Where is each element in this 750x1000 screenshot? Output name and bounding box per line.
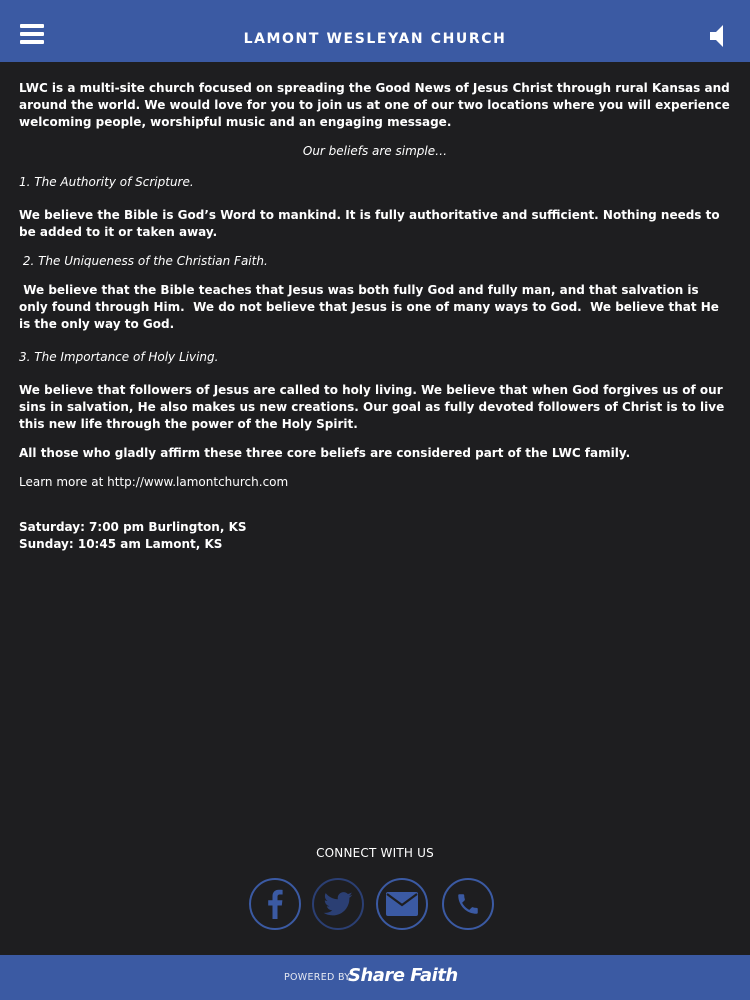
intro-paragraph: LWC is a multi-site church focused on spreading the Good News of Jesus Christ through rural Kansas and around the world. We would love for you to join us at one of our two locations where you will experience welcoming people, worshipful music and an engaging message. [19,81,730,129]
email-icon[interactable] [376,878,428,930]
sharefaith-logo[interactable]: Share Faith [348,965,458,986]
facebook-icon[interactable] [249,878,301,930]
belief-text: We believe the Bible is God’s Word to mankind. It is fully authoritative and sufficient. Nothing needs to be added to it or taken away. [19,208,720,239]
hamburger-menu-icon[interactable] [20,24,44,44]
footer [0,955,750,1000]
belief-text: We believe that the Bible teaches that Jesus was both fully God and fully man, and that salvation is only found through Him. We do not believe that Jesus is one of many ways to God. We believe that He is the only way to God. [19,283,724,331]
main-content [19,80,731,553]
closing-paragraph: All those who gladly affirm these three core beliefs are considered part of the LWC family. [19,446,631,460]
belief-text: We believe that followers of Jesus are called to holy living. We believe that when God forgives us of our sins in salvation, He also makes us new creations. Our goal as fully devoted followers of Christ is to live this new life through the power of the Holy Spirit. [19,383,725,431]
service-time: Saturday: 7:00 pm Burlington, KS [19,520,247,534]
twitter-icon[interactable] [312,878,364,930]
page-title: LAMONT WESLEYAN CHURCH [243,31,507,47]
app-header [0,0,750,62]
belief-heading: 2. The Uniqueness of the Christian Faith. [19,254,268,268]
beliefs-intro: Our beliefs are simple… [302,144,448,158]
belief-heading: 3. The Importance of Holy Living. [19,350,219,364]
powered-by-label: POWERED BY [284,972,351,983]
connect-label: CONNECT WITH US [316,846,434,860]
phone-icon[interactable] [442,878,494,930]
service-time: Sunday: 10:45 am Lamont, KS [19,537,223,551]
speaker-icon[interactable] [708,22,728,50]
belief-heading: 1. The Authority of Scripture. [19,175,194,189]
learn-more-link[interactable]: Learn more at http://www.lamontchurch.com [19,475,289,489]
